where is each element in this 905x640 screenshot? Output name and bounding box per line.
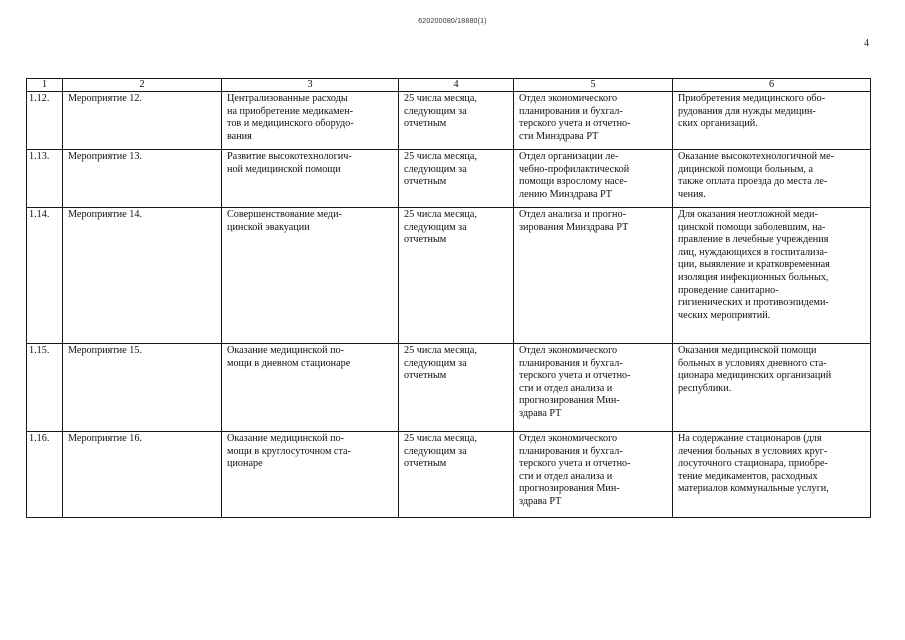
column-header-3: 3 [222,79,399,92]
cell-deadline [399,344,514,432]
deadline-line: отчетным [404,234,447,246]
event-name-line: на приобретение медикамен- [227,105,353,117]
table-body [27,92,871,518]
responsible-unit-line: сти и отдел анализа и [519,470,613,482]
responsible-unit-line: Отдел экономического [519,433,618,444]
column-header-1: 1 [27,79,63,92]
deadline-line: следующим за [404,163,467,175]
expected-result-line: материалов коммунальные услуги, [678,483,829,495]
cell-row-number: 1.16. [27,432,63,518]
expected-result-line: цинской помощи заболевшим, на- [678,221,826,233]
deadline-line: следующим за [404,221,467,233]
cell-expected-result [673,92,871,150]
header-row [27,79,871,92]
table-row [27,432,871,518]
cell-event-title: Мероприятие 12. [63,92,222,150]
expected-result-line: Оказание высокотехнологичной ме- [678,151,835,162]
responsible-unit-line: здрава РТ [519,407,562,419]
table-row [27,92,871,150]
responsible-unit-line: планирования и бухгал- [519,357,623,369]
table-row [27,208,871,344]
cell-row-number: 1.14. [27,208,63,344]
cell-row-number: 1.12. [27,92,63,150]
responsible-unit-line: Отдел организации ле- [519,151,619,162]
table-header [27,79,871,92]
responsible-unit-line: прогнозирования Мин- [519,395,620,407]
expected-result-line: ции, выявление и кратковременная [678,259,830,271]
responsible-unit-line: планирования и бухгал- [519,445,623,457]
cell-row-number: 1.13. [27,150,63,208]
responsible-unit-line: прогнозирования Мин- [519,483,620,495]
cell-event-name [222,344,399,432]
responsible-unit-line: терского учета и отчетно- [519,458,631,470]
expected-result-line: На содержание стационаров (для [678,433,822,444]
expected-result-line: лосуточного стационара, приобре- [678,458,828,470]
expected-result-line: рудования для нужды медицин- [678,105,816,117]
cell-event-title: Мероприятие 15. [63,344,222,432]
event-name-line: ной медицинской помощи [227,163,341,175]
expected-result-line: ческих мероприятий. [678,309,771,321]
responsible-unit-line: сти Минздрава РТ [519,130,599,142]
expected-result-line: тение медикаментов, расходных [678,470,818,482]
deadline-line: следующим за [404,357,467,369]
expected-result-line: Оказания медицинской помощи [678,345,817,356]
cell-expected-result [673,344,871,432]
expected-result-line: также оплата проезда до места ле- [678,176,828,188]
cell-event-title: Мероприятие 16. [63,432,222,518]
cell-deadline [399,208,514,344]
column-header-2: 2 [63,79,222,92]
cell-expected-result [673,432,871,518]
event-name-line: Оказание медицинской по- [227,433,345,444]
event-name-line: тов и медицинского оборудо- [227,118,354,130]
cell-row-number: 1.15. [27,344,63,432]
expected-result-line: проведение санитарно- [678,284,779,296]
cell-event-name [222,208,399,344]
responsible-unit-line: зирования Минздрава РТ [519,221,629,233]
cell-deadline [399,150,514,208]
event-name-line: цинской эвакуации [227,221,310,233]
cell-responsible-unit [514,344,673,432]
deadline-line: 25 числа месяца, [404,209,477,220]
responsible-unit-line: помощи взрослому насе- [519,176,628,188]
expected-result-line: гигиенических и противоэпидеми- [678,297,829,309]
cell-responsible-unit [514,150,673,208]
cell-responsible-unit [514,92,673,150]
event-name-line: мощи в круглосуточном ста- [227,445,351,457]
column-header-6: 6 [673,79,871,92]
expected-result-line: ционара медицинских организаций [678,370,832,382]
cell-responsible-unit [514,208,673,344]
expected-result-line: ских организаций. [678,118,758,130]
deadline-line: отчетным [404,176,447,188]
deadline-line: отчетным [404,458,447,470]
cell-event-name [222,92,399,150]
deadline-line: отчетным [404,370,447,382]
expected-result-line: чения. [678,188,706,200]
deadline-line: 25 числа месяца, [404,433,477,444]
page-number: 4 [864,38,869,49]
event-name-line: ционаре [227,458,263,470]
expected-result-line: правление в лечебные учреждения [678,234,829,246]
event-name-line: Оказание медицинской по- [227,345,345,356]
deadline-line: следующим за [404,445,467,457]
responsible-unit-line: Отдел экономического [519,345,618,356]
event-name-line: мощи в дневном стационаре [227,357,351,369]
cell-event-name [222,150,399,208]
deadline-line: отчетным [404,118,447,130]
expected-result-line: больных в условиях дневного ста- [678,357,827,369]
column-header-4: 4 [399,79,514,92]
responsible-unit-line: терского учета и отчетно- [519,370,631,382]
cell-event-name [222,432,399,518]
expected-result-line: лечения больных в условиях круг- [678,445,828,457]
responsible-unit-line: чебно-профилактической [519,163,630,175]
responsible-unit-line: сти и отдел анализа и [519,382,613,394]
deadline-line: 25 числа месяца, [404,151,477,162]
responsible-unit-line: Отдел экономического [519,93,618,104]
responsible-unit-line: терского учета и отчетно- [519,118,631,130]
column-header-5: 5 [514,79,673,92]
event-name-line: Развитие высокотехнологич- [227,151,352,162]
responsible-unit-line: Отдел анализа и прогно- [519,209,626,220]
cell-responsible-unit [514,432,673,518]
responsible-unit-line: планирования и бухгал- [519,105,623,117]
table-row [27,150,871,208]
deadline-line: 25 числа месяца, [404,93,477,104]
deadline-line: 25 числа месяца, [404,345,477,356]
table-row [27,344,871,432]
responsible-unit-line: лению Минздрава РТ [519,188,613,200]
responsible-unit-line: здрава РТ [519,495,562,507]
event-name-line: Централизованные расходы [227,93,348,104]
expected-result-line: Приобретения медицинского обо- [678,93,826,104]
cell-expected-result [673,150,871,208]
expected-result-line: республики. [678,382,732,394]
expected-result-line: изоляция инфекционных больных, [678,271,829,283]
cell-expected-result [673,208,871,344]
cell-deadline [399,432,514,518]
document-id: 620200080/18880(1) [418,18,487,25]
expected-result-line: лиц, нуждающихся в госпитализа- [678,246,828,258]
event-name-line: Совершенствование меди- [227,209,342,220]
expected-result-line: Для оказания неотложной меди- [678,209,818,220]
event-name-line: вания [227,130,252,142]
cell-event-title: Мероприятие 13. [63,150,222,208]
cell-event-title: Мероприятие 14. [63,208,222,344]
cell-deadline [399,92,514,150]
measures-table [26,78,871,518]
deadline-line: следующим за [404,105,467,117]
expected-result-line: дицинской помощи больным, а [678,163,814,175]
